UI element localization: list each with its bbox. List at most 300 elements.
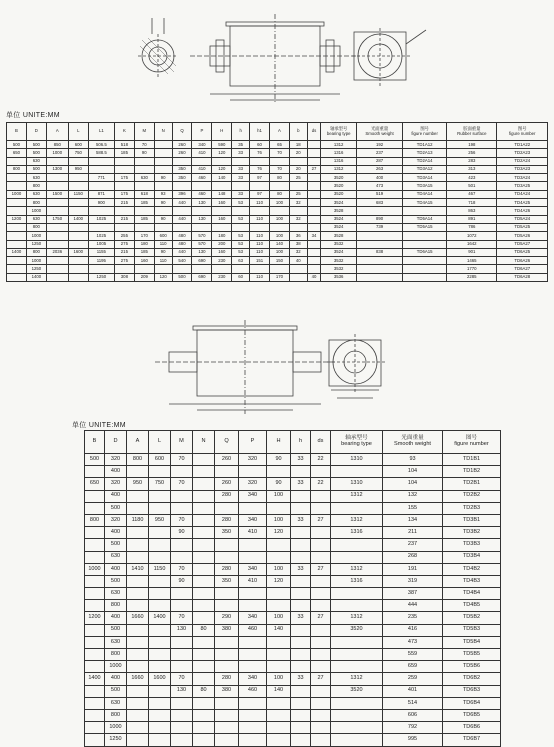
table2-cell: [215, 466, 239, 478]
table1-cell: 1155: [88, 248, 114, 256]
table1-row: [7, 240, 548, 248]
table1-cell: 800: [26, 223, 46, 231]
table2-row: [85, 685, 501, 697]
table1-cell: 192: [356, 141, 402, 149]
table1-cell: 1000: [26, 257, 46, 265]
table2-cell: [311, 624, 331, 636]
table2-row: [85, 551, 501, 563]
table1-cell: 93: [154, 190, 172, 198]
table2-cell: [267, 734, 291, 746]
table1-row: [7, 182, 548, 190]
table2-row: [85, 502, 501, 514]
table1-cell: [212, 157, 232, 165]
table2-cell: TD5B2: [443, 612, 501, 624]
table1-cell: 3528: [321, 232, 357, 240]
table1-row: [7, 232, 548, 240]
table1-cell: 500: [26, 141, 46, 149]
table1-header-cell: ds: [307, 123, 321, 141]
table2-cell: [85, 600, 105, 612]
table1-cell: 3520: [321, 190, 357, 198]
table2-cell: TD3B1: [443, 514, 501, 526]
table2-cell: 320: [105, 454, 127, 466]
table1-cell: [7, 174, 27, 182]
table2-cell: [291, 575, 311, 587]
table1-cell: 110: [250, 273, 270, 281]
table1-cell: [250, 265, 270, 273]
table2-cell: 800: [85, 514, 105, 526]
table2-cell: [331, 661, 383, 673]
table1-cell: 690: [192, 273, 212, 281]
table1-cell: 53: [232, 248, 250, 256]
table1-cell: [307, 157, 321, 165]
table2-cell: 400: [105, 527, 127, 539]
table2-cell: 1200: [85, 612, 105, 624]
table1-cell: 110: [250, 240, 270, 248]
table1-cell: [356, 257, 402, 265]
table1-cell: TD5A26: [497, 232, 548, 240]
table1-cell: 18: [289, 141, 307, 149]
table1-cell: 473: [356, 182, 402, 190]
table2-cell: 416: [383, 624, 443, 636]
table2-header-cell: H: [267, 431, 291, 454]
table1-cell: 1642: [447, 240, 497, 248]
table2-cell: [85, 734, 105, 746]
table1-cell: 1000: [46, 149, 68, 157]
table2-cell: [171, 551, 193, 563]
table2-cell: [171, 661, 193, 673]
table1-cell: TD3A12: [403, 165, 447, 173]
table2-cell: [311, 685, 331, 697]
table1-cell: [68, 174, 88, 182]
table2-cell: [127, 600, 149, 612]
table1-cell: 20: [289, 165, 307, 173]
table2-cell: 630: [105, 551, 127, 563]
table2-cell: [215, 539, 239, 551]
table2-cell: 500: [105, 502, 127, 514]
table2-cell: [193, 722, 215, 734]
table1-cell: 160: [212, 215, 232, 223]
table1-cell: 518: [114, 141, 134, 149]
table1-cell: [46, 182, 68, 190]
table1-cell: [7, 223, 27, 231]
table2-row: [85, 527, 501, 539]
table2-cell: [331, 649, 383, 661]
table1-cell: [46, 207, 68, 215]
table1-cell: 3532: [321, 265, 357, 273]
table2-cell: 320: [239, 454, 267, 466]
table2-cell: [171, 539, 193, 551]
table2-cell: 1600: [149, 673, 171, 685]
table1-cell: 185: [134, 215, 154, 223]
table1-cell: 410: [192, 149, 212, 157]
table1-cell: 1250: [26, 240, 46, 248]
table1-cell: [7, 182, 27, 190]
table2-cell: 120: [267, 527, 291, 539]
table1-cell: 76: [250, 165, 270, 173]
table1-cell: 256: [447, 149, 497, 157]
table1-cell: TD2A13: [403, 149, 447, 157]
table2-cell: 3520: [331, 685, 383, 697]
table2-cell: [193, 661, 215, 673]
table1-cell: TD2A23: [497, 149, 548, 157]
table2-row: [85, 636, 501, 648]
table2-cell: TD5B4: [443, 636, 501, 648]
table1-cell: 90: [134, 149, 154, 157]
table1-cell: [114, 207, 134, 215]
table2-cell: [291, 490, 311, 502]
table1-cell: [46, 157, 68, 165]
table1-cell: 175: [114, 174, 134, 182]
table1-cell: 25: [289, 174, 307, 182]
table2-cell: [127, 661, 149, 673]
table2-cell: 155: [383, 502, 443, 514]
table1-cell: 519: [356, 190, 402, 198]
table1-cell: 53: [232, 199, 250, 207]
table2-cell: 800: [105, 600, 127, 612]
table1-cell: [46, 174, 68, 182]
table1-cell: 185: [134, 248, 154, 256]
table1-cell: [68, 265, 88, 273]
table1-row: [7, 207, 548, 215]
table1-header-cell: 轴承型号 bearing type: [321, 123, 357, 141]
table2-cell: [239, 600, 267, 612]
table1-cell: [212, 223, 232, 231]
table2-cell: [85, 624, 105, 636]
table1-cell: 90: [154, 174, 172, 182]
table1-cell: [134, 165, 154, 173]
table1-cell: 32: [289, 248, 307, 256]
unit-label-2: 单位 UNITE:MM: [72, 422, 126, 429]
table1-cell: 3532: [321, 257, 357, 265]
table2-cell: TD2B1: [443, 478, 501, 490]
table2-cell: 104: [383, 466, 443, 478]
table1-header-row: [7, 123, 548, 141]
table1-cell: TD5A14: [403, 215, 447, 223]
table2-cell: 1400: [85, 673, 105, 685]
table1-cell: 410: [192, 165, 212, 173]
table2-cell: 132: [383, 490, 443, 502]
table2-cell: [331, 636, 383, 648]
table2-cell: [291, 649, 311, 661]
table1-cell: 283: [447, 157, 497, 165]
table1-cell: [172, 265, 192, 273]
table2-cell: [311, 709, 331, 721]
table1-cell: [307, 149, 321, 157]
table1-cell: 215: [114, 199, 134, 207]
table1-cell: 1770: [447, 265, 497, 273]
table1-cell: [403, 232, 447, 240]
table1-cell: [114, 157, 134, 165]
table2-cell: 750: [149, 478, 171, 490]
table2-header-cell: A: [127, 431, 149, 454]
table2-cell: TD3B4: [443, 551, 501, 563]
table1-cell: 480: [172, 240, 192, 248]
table2-cell: 995: [383, 734, 443, 746]
table2-cell: [85, 697, 105, 709]
table1-cell: TD6A26: [497, 257, 548, 265]
table1-cell: 1312: [321, 141, 357, 149]
table2-cell: [193, 734, 215, 746]
table2-row: [85, 539, 501, 551]
table1-cell: 1000: [26, 207, 46, 215]
table2-cell: [193, 551, 215, 563]
table1-cell: 1005: [88, 240, 114, 248]
table2-cell: 280: [215, 514, 239, 526]
table1-cell: 185: [114, 149, 134, 157]
table2-cell: [193, 539, 215, 551]
table2-cell: [239, 722, 267, 734]
table2-cell: 800: [105, 649, 127, 661]
table2-cell: 211: [383, 527, 443, 539]
table2-cell: [149, 636, 171, 648]
table1-cell: [356, 240, 402, 248]
table1-cell: 3532: [321, 240, 357, 248]
table2-cell: 340: [239, 514, 267, 526]
table2-cell: [239, 697, 267, 709]
table2-cell: [215, 636, 239, 648]
table1-cell: 800: [26, 199, 46, 207]
table2-cell: [149, 575, 171, 587]
table2-cell: [193, 466, 215, 478]
table1-cell: 618: [134, 190, 154, 198]
table1-cell: [154, 182, 172, 190]
table2-cell: 130: [171, 624, 193, 636]
table2-cell: 800: [105, 709, 127, 721]
table1-cell: [134, 157, 154, 165]
table1-cell: [289, 273, 307, 281]
table1-cell: 170: [270, 273, 290, 281]
table2-cell: 320: [105, 478, 127, 490]
table1-cell: 260: [172, 149, 192, 157]
table1-header-cell: 光面重量 Smooth weight: [356, 123, 402, 141]
table2-cell: [193, 527, 215, 539]
table2-cell: [171, 636, 193, 648]
table1-cell: [307, 199, 321, 207]
table2-row: [85, 478, 501, 490]
table1-cell: 38: [289, 240, 307, 248]
table1-cell: 140: [270, 240, 290, 248]
table1-cell: 600: [68, 141, 88, 149]
table1-cell: [154, 165, 172, 173]
table1-cell: [289, 157, 307, 165]
table1-cell: [250, 207, 270, 215]
table1-cell: [403, 265, 447, 273]
table1-cell: 130: [192, 199, 212, 207]
table2-cell: [311, 734, 331, 746]
table2-cell: [311, 636, 331, 648]
table2-cell: 320: [105, 514, 127, 526]
table1-cell: [154, 141, 172, 149]
table2-cell: [311, 697, 331, 709]
table2-cell: [311, 575, 331, 587]
table2-cell: [193, 454, 215, 466]
table2-cell: 600: [149, 454, 171, 466]
table1-cell: [403, 207, 447, 215]
table1-cell: [88, 157, 114, 165]
table2-cell: 104: [383, 478, 443, 490]
table2-cell: 268: [383, 551, 443, 563]
table1-cell: 34: [307, 232, 321, 240]
table1-cell: 97: [250, 174, 270, 182]
table1-cell: 630: [134, 174, 154, 182]
spec-table-2: [84, 430, 501, 747]
table2-cell: [267, 636, 291, 648]
table2-cell: [239, 551, 267, 563]
table1-cell: 120: [154, 273, 172, 281]
table2-cell: [311, 722, 331, 734]
table2-cell: TD3B3: [443, 539, 501, 551]
table2-cell: 1312: [331, 490, 383, 502]
table2-cell: 100: [267, 612, 291, 624]
table1-cell: [250, 182, 270, 190]
table2-cell: [193, 612, 215, 624]
table1-cell: [307, 215, 321, 223]
table1-cell: [307, 182, 321, 190]
table1-cell: [289, 223, 307, 231]
table1-cell: [68, 157, 88, 165]
table1-cell: [307, 248, 321, 256]
table1-cell: 148: [212, 190, 232, 198]
table2-cell: 100: [267, 490, 291, 502]
table2-cell: 340: [239, 490, 267, 502]
table2-header-cell: B: [85, 431, 105, 454]
table1-cell: 140: [212, 174, 232, 182]
table2-cell: [215, 588, 239, 600]
table2-cell: 800: [127, 454, 149, 466]
table2-cell: 500: [105, 624, 127, 636]
table2-cell: 90: [267, 478, 291, 490]
table1-cell: 786: [447, 223, 497, 231]
table2-cell: 237: [383, 539, 443, 551]
table1-cell: 2036: [46, 248, 68, 256]
table1-cell: 630: [26, 157, 46, 165]
unit-label-1: 单位 UNITE:MM: [6, 112, 60, 119]
table2-cell: [267, 709, 291, 721]
table1-cell: 570: [192, 232, 212, 240]
table1-cell: [68, 240, 88, 248]
table1-cell: 630: [26, 174, 46, 182]
table1-cell: [192, 265, 212, 273]
table2-cell: [291, 600, 311, 612]
table2-cell: 1312: [331, 673, 383, 685]
table1-cell: 80: [270, 190, 290, 198]
table1-cell: [46, 232, 68, 240]
table2-cell: 630: [105, 636, 127, 648]
table1-cell: [172, 207, 192, 215]
table2-header-row: [85, 431, 501, 454]
table1-header-cell: 图号 figure number: [497, 123, 548, 141]
table1-cell: [307, 207, 321, 215]
table2-cell: 80: [193, 685, 215, 697]
table2-cell: [171, 466, 193, 478]
table2-cell: [215, 600, 239, 612]
table1-cell: TD3A15: [403, 182, 447, 190]
table2-row: [85, 709, 501, 721]
table2-cell: [85, 551, 105, 563]
table2-cell: [193, 649, 215, 661]
table1-cell: 313: [447, 165, 497, 173]
table2-header-cell: D: [105, 431, 127, 454]
table2-cell: TD4B2: [443, 563, 501, 575]
table2-cell: 120: [267, 575, 291, 587]
table1-cell: [403, 273, 447, 281]
table2-cell: 500: [105, 539, 127, 551]
table1-cell: [46, 265, 68, 273]
table1-cell: 1400: [26, 273, 46, 281]
table1-cell: TD4A25: [497, 199, 548, 207]
table2-cell: 90: [267, 454, 291, 466]
table2-cell: 33: [291, 514, 311, 526]
table2-cell: [149, 490, 171, 502]
table2-cell: [193, 709, 215, 721]
table1-cell: [88, 165, 114, 173]
table2-cell: 320: [239, 478, 267, 490]
table2-cell: TD6B3: [443, 685, 501, 697]
table1-cell: 3524: [321, 223, 357, 231]
table2-cell: 70: [171, 563, 193, 575]
table2-header-cell: 图号 figure number: [443, 431, 501, 454]
table2-cell: 70: [171, 514, 193, 526]
table2-cell: [311, 600, 331, 612]
table2-cell: 140: [267, 685, 291, 697]
table1-cell: 90: [154, 248, 172, 256]
table1-cell: 260: [172, 141, 192, 149]
table2-cell: 1180: [127, 514, 149, 526]
table2-cell: [149, 685, 171, 697]
table2-cell: [239, 539, 267, 551]
table2-cell: [127, 490, 149, 502]
table2-cell: [331, 722, 383, 734]
table2-row: [85, 624, 501, 636]
table2-cell: 319: [383, 575, 443, 587]
table1-cell: 467: [447, 190, 497, 198]
table2-cell: [331, 588, 383, 600]
table2-cell: [239, 588, 267, 600]
table1-cell: [232, 223, 250, 231]
table2-cell: [149, 661, 171, 673]
table1-cell: 500: [7, 141, 27, 149]
table1-cell: 3524: [321, 215, 357, 223]
table2-cell: [149, 697, 171, 709]
table2-cell: 3520: [331, 624, 383, 636]
table1-cell: TD4A14: [403, 190, 447, 198]
table2-cell: 27: [311, 612, 331, 624]
table1-cell: 100: [270, 215, 290, 223]
table2-cell: 33: [291, 673, 311, 685]
table2-cell: 290: [215, 612, 239, 624]
table1-row: [7, 199, 548, 207]
table2-cell: [85, 588, 105, 600]
table1-cell: 100: [270, 232, 290, 240]
table2-cell: TD6B6: [443, 722, 501, 734]
table1-cell: 800: [7, 165, 27, 173]
table2-cell: [127, 697, 149, 709]
table2-cell: [85, 527, 105, 539]
table1-cell: 120: [212, 149, 232, 157]
table2-cell: [331, 709, 383, 721]
table2-cell: 1000: [85, 563, 105, 575]
table2-cell: [267, 722, 291, 734]
table1-cell: TD6A28: [497, 273, 548, 281]
spec-table-1: [6, 122, 548, 282]
table2-cell: 1000: [105, 661, 127, 673]
table2-cell: 659: [383, 661, 443, 673]
table1-cell: [68, 257, 88, 265]
table1-cell: 500: [172, 273, 192, 281]
table2-cell: 130: [171, 685, 193, 697]
table2-cell: 410: [239, 575, 267, 587]
table1-cell: 287: [356, 157, 402, 165]
